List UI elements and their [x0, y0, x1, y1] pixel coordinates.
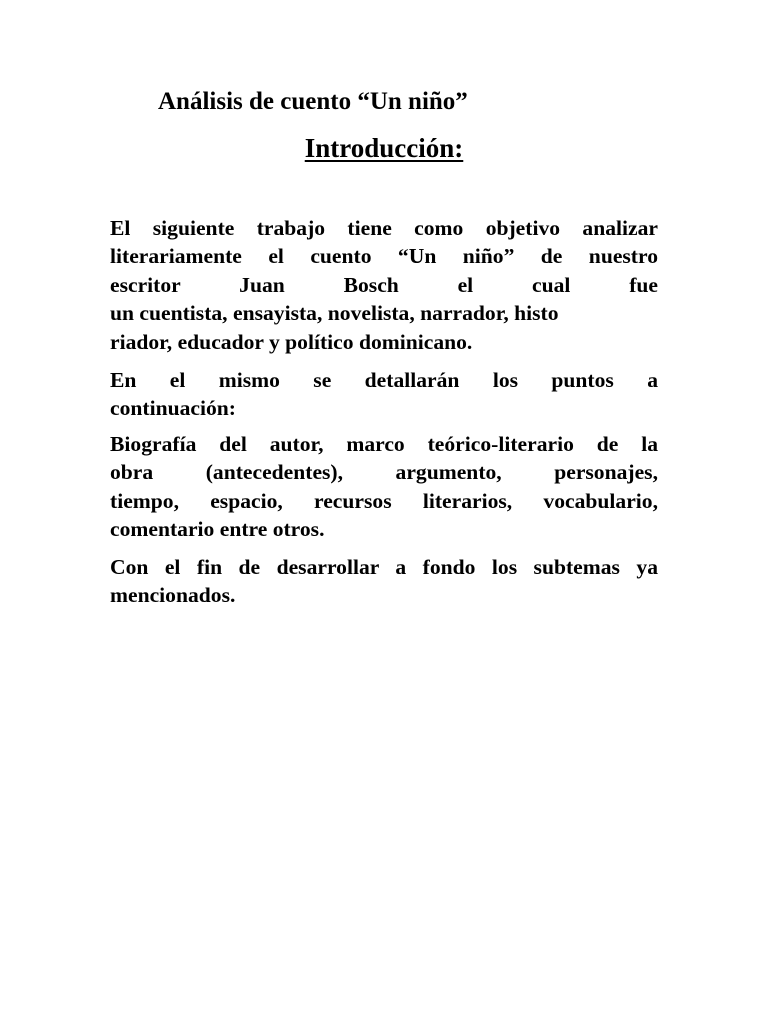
- paragraph-line: obra (antecedentes), argumento, personajes,: [110, 460, 658, 485]
- paragraph-line: En el mismo se detallarán los puntos a: [110, 368, 658, 392]
- paragraph-line: un cuentista, ensayista, novelista, narrador, histo: [110, 301, 559, 326]
- paragraph-line: Con el fin de desarrollar a fondo los subtemas ya: [110, 555, 658, 579]
- paragraph-purpose: [110, 553, 658, 610]
- paragraph-line: Biografía del autor, marco teórico-literario de la: [110, 432, 658, 456]
- paragraph-line: comentario entre otros.: [110, 517, 325, 542]
- paragraph-line: continuación:: [110, 396, 236, 421]
- paragraph-line: tiempo, espacio, recursos literarios, vocabulario,: [110, 488, 658, 513]
- paragraph-line: escritor Juan Bosch el cual fue: [110, 272, 658, 297]
- paragraph-objective: [110, 214, 658, 356]
- document-title: Análisis de cuento “Un niño”: [158, 88, 468, 115]
- paragraph-line: El siguiente trabajo tiene como objetivo analizar: [110, 216, 658, 240]
- paragraph-details: [110, 366, 658, 423]
- paragraph-line: riador, educador y político dominicano.: [110, 329, 473, 354]
- paragraph-topics: [110, 430, 658, 544]
- paragraph-line: mencionados.: [110, 583, 236, 608]
- paragraph-line: literariamente el cuento “Un niño” de nuestro: [110, 244, 658, 269]
- section-heading: Introducción:: [304, 133, 464, 163]
